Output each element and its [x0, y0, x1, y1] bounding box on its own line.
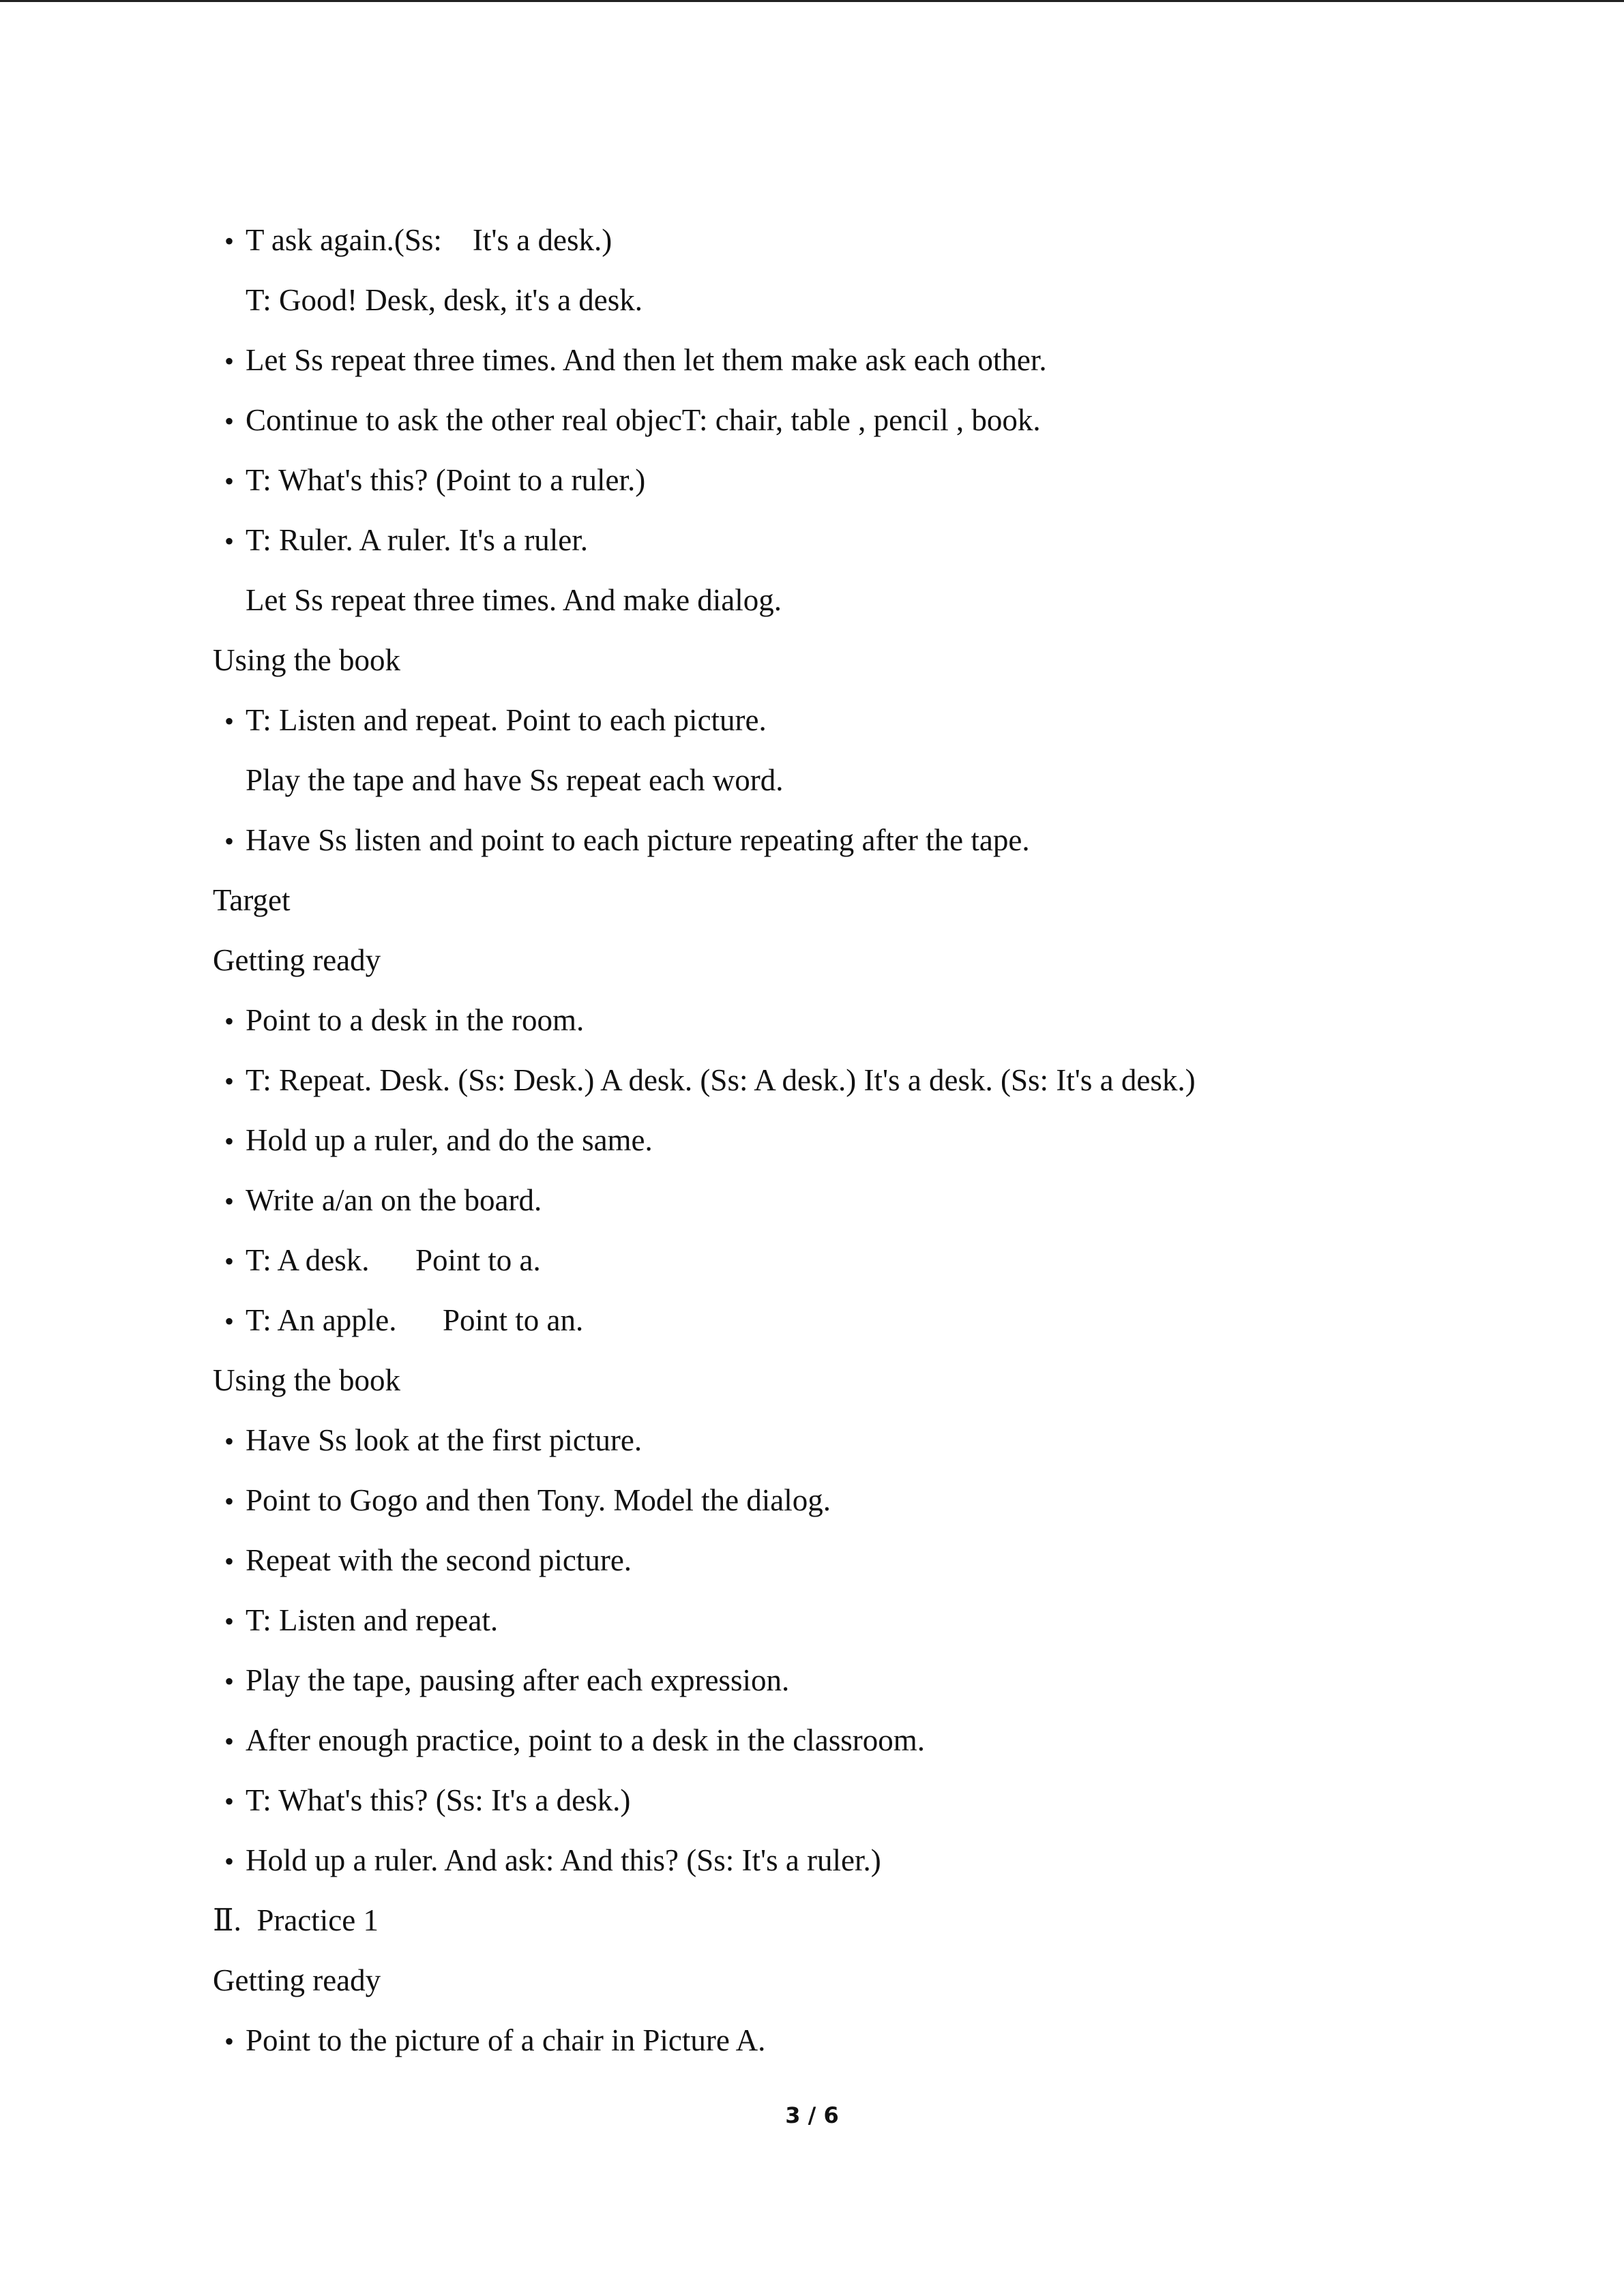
- bullet-dot-icon: •: [224, 1246, 234, 1277]
- line-text: Using the book: [213, 1363, 400, 1397]
- line-text: Point to a desk in the room.: [246, 1003, 585, 1037]
- section-heading: [213, 630, 1509, 690]
- line-text: Have Ss look at the first picture.: [246, 1423, 643, 1457]
- line-text: Using the book: [213, 643, 400, 677]
- bullet-dot-icon: •: [224, 706, 234, 736]
- line-text: Getting ready: [213, 1963, 381, 1997]
- section-heading: [213, 930, 1509, 990]
- line-text: Repeat with the second picture.: [246, 1543, 632, 1577]
- bullet-item: [213, 1770, 1509, 1830]
- bullet-dot-icon: •: [224, 466, 234, 496]
- bullet-item: [213, 1710, 1509, 1770]
- bullet-dot-icon: •: [224, 2026, 234, 2057]
- line-text: T: What's this? (Ss: It's a desk.): [246, 1783, 631, 1817]
- line-text: Point to the picture of a chair in Picture A.: [246, 2023, 766, 2057]
- section-heading: [213, 1890, 1509, 1950]
- bullet-item: [213, 1410, 1509, 1470]
- line-text: T: A desk. Point to a.: [246, 1243, 541, 1277]
- bullet-dot-icon: •: [224, 1666, 234, 1697]
- bullet-dot-icon: •: [224, 1306, 234, 1337]
- bullet-item: [213, 2010, 1509, 2070]
- document-body: [213, 210, 1509, 2070]
- bullet-dot-icon: •: [224, 226, 234, 256]
- indented-line: [213, 270, 1509, 330]
- line-text: Play the tape and have Ss repeat each word.: [246, 763, 784, 797]
- line-text: Let Ss repeat three times. And make dialog.: [246, 583, 782, 617]
- line-text: Have Ss listen and point to each picture repeating after the tape.: [246, 823, 1030, 857]
- bullet-item: [213, 390, 1509, 450]
- bullet-item: [213, 450, 1509, 510]
- bullet-dot-icon: •: [224, 1426, 234, 1457]
- section-heading: [213, 1950, 1509, 2010]
- bullet-dot-icon: •: [224, 346, 234, 376]
- bullet-item: [213, 1530, 1509, 1590]
- bullet-dot-icon: •: [224, 1546, 234, 1577]
- line-text: T: Ruler. A ruler. It's a ruler.: [246, 523, 589, 557]
- line-text: Hold up a ruler, and do the same.: [246, 1123, 653, 1157]
- bullet-dot-icon: •: [224, 526, 234, 556]
- bullet-item: [213, 810, 1509, 870]
- bullet-dot-icon: •: [224, 1186, 234, 1217]
- bullet-item: [213, 1290, 1509, 1350]
- bullet-item: [213, 210, 1509, 270]
- section-heading: [213, 1350, 1509, 1410]
- bullet-item: [213, 990, 1509, 1050]
- bullet-item: [213, 1590, 1509, 1650]
- indented-line: [213, 570, 1509, 630]
- bullet-dot-icon: •: [224, 1786, 234, 1817]
- bullet-dot-icon: •: [224, 1486, 234, 1517]
- page-number: 3 / 6: [785, 2102, 839, 2128]
- bullet-item: [213, 1170, 1509, 1230]
- line-text: Target: [213, 883, 291, 917]
- line-text: Play the tape, pausing after each expression.: [246, 1663, 790, 1697]
- line-text: Point to Gogo and then Tony. Model the dialog.: [246, 1483, 831, 1517]
- section-heading: [213, 870, 1509, 930]
- line-text: Hold up a ruler. And ask: And this? (Ss: It's a ruler.): [246, 1843, 881, 1877]
- bullet-dot-icon: •: [224, 1606, 234, 1637]
- line-text: Continue to ask the other real objecT: chair, table , pencil , book.: [246, 403, 1041, 437]
- bullet-item: [213, 1050, 1509, 1110]
- bullet-item: [213, 1470, 1509, 1530]
- bullet-item: [213, 1650, 1509, 1710]
- line-text: Let Ss repeat three times. And then let them make ask each other.: [246, 343, 1047, 377]
- line-text: T: What's this? (Point to a ruler.): [246, 463, 646, 497]
- bullet-item: [213, 510, 1509, 570]
- line-text: T ask again.(Ss: It's a desk.): [246, 223, 612, 257]
- bullet-dot-icon: •: [224, 826, 234, 856]
- bullet-dot-icon: •: [224, 406, 234, 436]
- line-text: Getting ready: [213, 943, 381, 977]
- line-text: T: Listen and repeat. Point to each picture.: [246, 703, 767, 737]
- line-text: T: Repeat. Desk. (Ss: Desk.) A desk. (Ss: A desk.) It's a desk. (Ss: It's a desk.): [246, 1063, 1196, 1097]
- bullet-item: [213, 1110, 1509, 1170]
- bullet-item: [213, 690, 1509, 750]
- bullet-dot-icon: •: [224, 1066, 234, 1097]
- bullet-item: [213, 1830, 1509, 1890]
- line-text: Ⅱ. Practice 1: [213, 1903, 379, 1937]
- line-text: Write a/an on the board.: [246, 1183, 542, 1217]
- bullet-dot-icon: •: [224, 1846, 234, 1877]
- indented-line: [213, 750, 1509, 810]
- line-text: T: An apple. Point to an.: [246, 1303, 584, 1337]
- bullet-dot-icon: •: [224, 1126, 234, 1157]
- line-text: T: Listen and repeat.: [246, 1603, 499, 1637]
- bullet-item: [213, 330, 1509, 390]
- bullet-item: [213, 1230, 1509, 1290]
- bullet-dot-icon: •: [224, 1006, 234, 1037]
- bullet-dot-icon: •: [224, 1726, 234, 1757]
- line-text: T: Good! Desk, desk, it's a desk.: [246, 283, 643, 317]
- line-text: After enough practice, point to a desk in the classroom.: [246, 1723, 925, 1757]
